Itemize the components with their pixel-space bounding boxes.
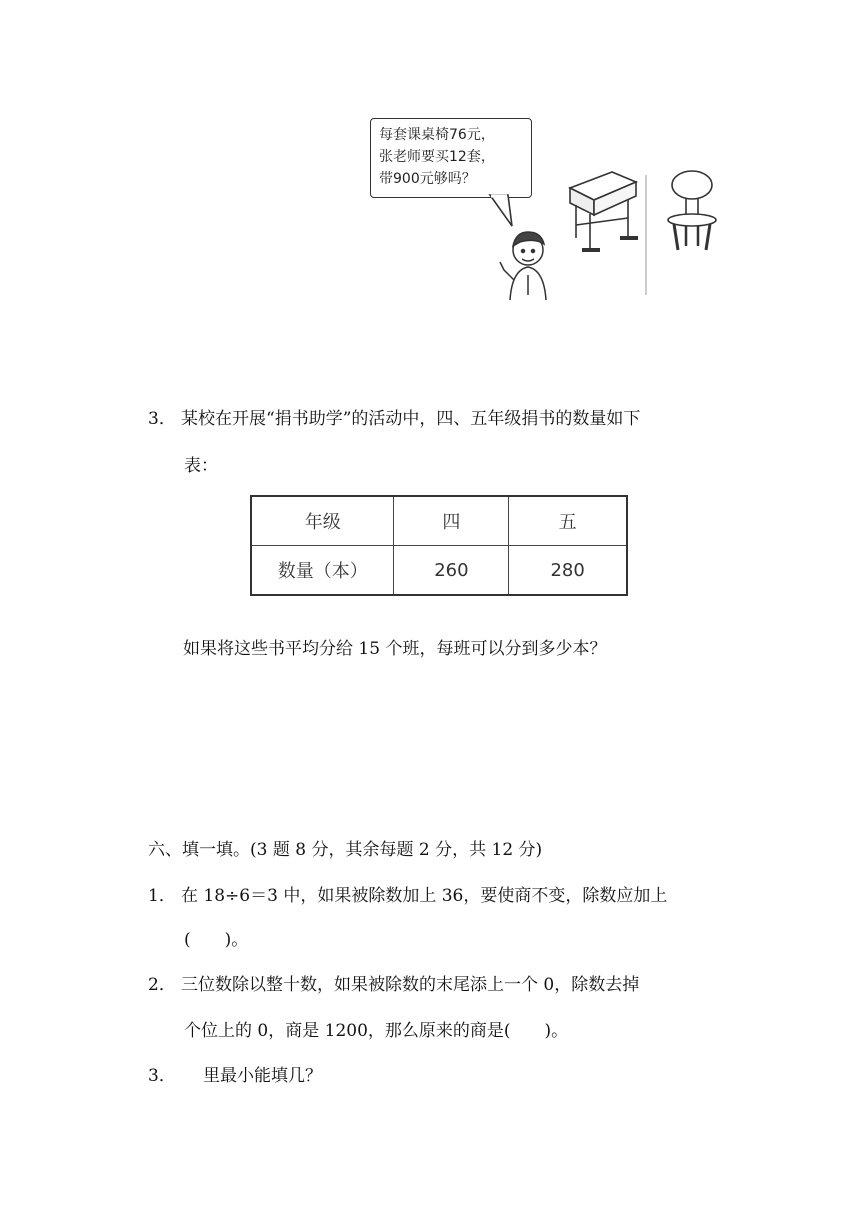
table-cell: 280 xyxy=(509,546,627,596)
s6-item1-number: 1． xyxy=(148,886,176,906)
donation-table xyxy=(250,495,628,596)
desk-chair-illustration xyxy=(360,110,740,310)
q3-question: 如果将这些书平均分给 15 个班，每班可以分到多少本？ xyxy=(183,639,607,659)
speech-line: 带900元够吗？ xyxy=(379,171,476,187)
q3-number: 3． xyxy=(148,409,176,429)
boy-icon xyxy=(500,232,546,300)
speech-line: 每套课桌椅76元， xyxy=(379,127,495,143)
desk-icon xyxy=(570,172,638,250)
s6-item2-line1: 三位数除以整十数，如果被除数的末尾添上一个 0，除数去掉 xyxy=(181,975,640,995)
s6-item1-line1: 在 18÷6＝3 中，如果被除数加上 36，要使商不变，除数应加上 xyxy=(181,886,668,906)
s6-item2-number: 2． xyxy=(148,975,176,995)
s6-item1-line2: ( )。 xyxy=(184,930,249,950)
section6-heading: 六、填一填。(3 题 8 分，其余每题 2 分，共 12 分) xyxy=(148,840,543,860)
q3-text-line1: 某校在开展“捐书助学”的活动中，四、五年级捐书的数量如下 xyxy=(181,409,641,429)
table-row xyxy=(251,496,627,546)
speech-line: 张老师要买12套， xyxy=(379,149,495,165)
chair-icon xyxy=(668,171,716,250)
s6-item3-line1: 里最小能填几？ xyxy=(203,1066,322,1086)
table-cell: 四 xyxy=(394,496,509,546)
s6-item2-line2: 个位上的 0，商是 1200，那么原来的商是( )。 xyxy=(184,1021,569,1041)
table-cell: 260 xyxy=(394,546,509,596)
table-row xyxy=(251,546,627,596)
bubble-tail xyxy=(490,195,512,226)
q3-text-line2: 表： xyxy=(184,456,218,476)
table-cell: 五 xyxy=(509,496,627,546)
s6-item3-number: 3． xyxy=(148,1066,176,1086)
table-cell: 数量（本） xyxy=(251,546,394,596)
table-cell: 年级 xyxy=(251,496,394,546)
